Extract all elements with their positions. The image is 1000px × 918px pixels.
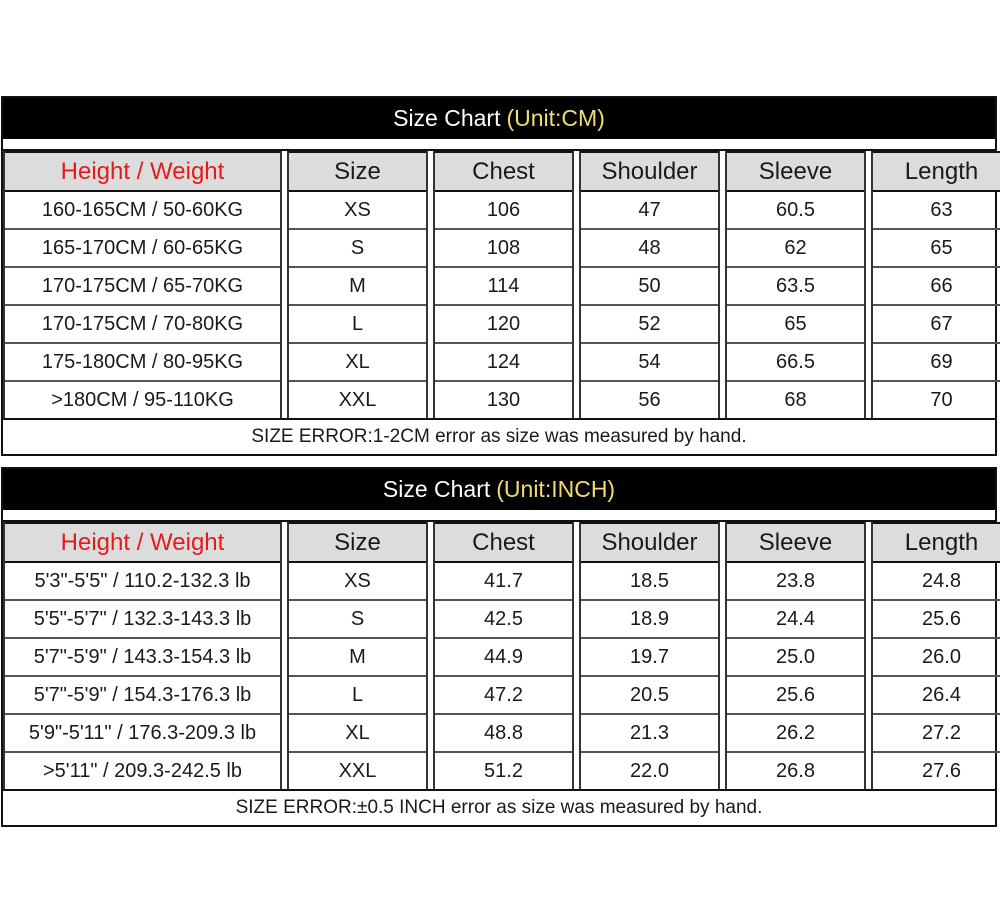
cm-cell: 170-175CM / 70-80KG [5,306,280,344]
inch-cell: 51.2 [484,759,523,782]
cm-cell: 60.5 [727,192,864,230]
inch-cell: 21.3 [581,715,718,753]
inch-col-sleeve [725,522,866,789]
inch-cell: 24.8 [873,563,1000,601]
inch-cell: 5'9"-5'11" / 176.3-209.3 lb [5,715,280,753]
cm-cell: 62 [727,230,864,268]
inch-title: Size Chart [382,476,491,502]
inch-header-shoulder: Shoulder [581,522,718,563]
inch-cell: 27.2 [873,715,1000,753]
cm-cell: 47 [581,192,718,230]
inch-cell: 42.5 [435,601,572,639]
inch-unit: (Unit:INCH) [496,476,616,502]
cm-cell: 170-175CM / 65-70KG [5,268,280,306]
cm-cell: 120 [435,306,572,344]
cm-col-length [871,151,1000,418]
cm-header-shoulder: Shoulder [581,151,718,192]
cm-cell: 66 [873,268,1000,306]
cm-cell: XL [289,344,426,382]
inch-cell: XXL [338,759,377,782]
inch-cell: 26.8 [776,759,815,782]
inch-cell: XL [289,715,426,753]
cm-cell: 54 [581,344,718,382]
cm-header-height-weight: Height / Weight [5,151,280,192]
inch-col-length [871,522,1000,789]
cm-col-sleeve [725,151,866,418]
inch-col-shoulder [579,522,720,789]
cm-cell: XS [289,192,426,230]
inch-cell: 26.2 [727,715,864,753]
cm-cell: 106 [435,192,572,230]
cm-cell: 114 [435,268,572,306]
cm-cell: 124 [435,344,572,382]
inch-cell: 44.9 [435,639,572,677]
inch-size-chart [1,467,997,827]
inch-cell: 41.7 [435,563,572,601]
inch-cell: M [289,639,426,677]
cm-cell: >180CM / 95-110KG [51,388,234,411]
inch-header-chest: Chest [435,522,572,563]
cm-col-size [287,151,428,418]
inch-cell: 5'7"-5'9" / 143.3-154.3 lb [5,639,280,677]
inch-cell: 5'5"-5'7" / 132.3-143.3 lb [5,601,280,639]
inch-cell: >5'11" / 209.3-242.5 lb [42,759,243,782]
cm-cell: 65 [873,230,1000,268]
inch-grid [3,522,995,789]
inch-col-size [287,522,428,789]
cm-cell: 67 [873,306,1000,344]
inch-cell: 18.5 [581,563,718,601]
inch-cell: 24.4 [727,601,864,639]
inch-size-error-note: SIZE ERROR:±0.5 INCH error as size was measured by hand. [3,789,995,825]
inch-cell: 27.6 [922,759,961,782]
cm-header-size: Size [289,151,426,192]
cm-cell: 165-170CM / 60-65KG [5,230,280,268]
cm-col-chest [433,151,574,418]
inch-cell: 23.8 [727,563,864,601]
inch-cell: 5'7"-5'9" / 154.3-176.3 lb [5,677,280,715]
cm-unit: (Unit:CM) [506,105,605,131]
inch-cell: 26.4 [873,677,1000,715]
cm-cell: 175-180CM / 80-95KG [5,344,280,382]
cm-gap [3,139,995,151]
inch-cell: 5'3"-5'5" / 110.2-132.3 lb [5,563,280,601]
cm-cell: 52 [581,306,718,344]
cm-header-chest: Chest [435,151,572,192]
cm-cell: XXL [338,388,377,411]
cm-cell: S [289,230,426,268]
inch-gap [3,510,995,522]
cm-grid [3,151,995,418]
cm-title-bar [3,98,995,139]
inch-header-sleeve: Sleeve [727,522,864,563]
inch-title-bar [3,469,995,510]
inch-cell: 19.7 [581,639,718,677]
cm-cell: 70 [930,388,953,411]
cm-header-sleeve: Sleeve [727,151,864,192]
cm-cell: 68 [784,388,807,411]
cm-col-shoulder [579,151,720,418]
cm-cell: 69 [873,344,1000,382]
inch-cell: 47.2 [435,677,572,715]
inch-header-size: Size [289,522,426,563]
cm-size-error-note: SIZE ERROR:1-2CM error as size was measured by hand. [3,418,995,454]
cm-cell: 63 [873,192,1000,230]
inch-cell: XS [289,563,426,601]
cm-title: Size Chart [393,105,501,131]
cm-size-chart [1,96,997,456]
inch-col-height-weight [3,522,282,789]
inch-cell: 22.0 [630,759,669,782]
inch-header-length: Length [873,522,1000,563]
cm-cell: 50 [581,268,718,306]
inch-cell: 26.0 [873,639,1000,677]
inch-header-height-weight: Height / Weight [5,522,280,563]
cm-cell: 66.5 [727,344,864,382]
inch-cell: 48.8 [435,715,572,753]
cm-col-height-weight [3,151,282,418]
inch-col-chest [433,522,574,789]
inch-cell: 18.9 [581,601,718,639]
cm-cell: 63.5 [727,268,864,306]
inch-cell: L [289,677,426,715]
cm-cell: 65 [727,306,864,344]
cm-cell: 56 [638,388,661,411]
inch-cell: 25.6 [873,601,1000,639]
cm-cell: 160-165CM / 50-60KG [5,192,280,230]
inch-cell: 25.6 [727,677,864,715]
cm-cell: 108 [435,230,572,268]
inch-cell: 25.0 [727,639,864,677]
cm-cell: M [289,268,426,306]
inch-cell: 20.5 [581,677,718,715]
cm-cell: 48 [581,230,718,268]
cm-cell: L [289,306,426,344]
inch-cell: S [289,601,426,639]
cm-cell: 130 [486,388,521,411]
cm-header-length: Length [873,151,1000,192]
